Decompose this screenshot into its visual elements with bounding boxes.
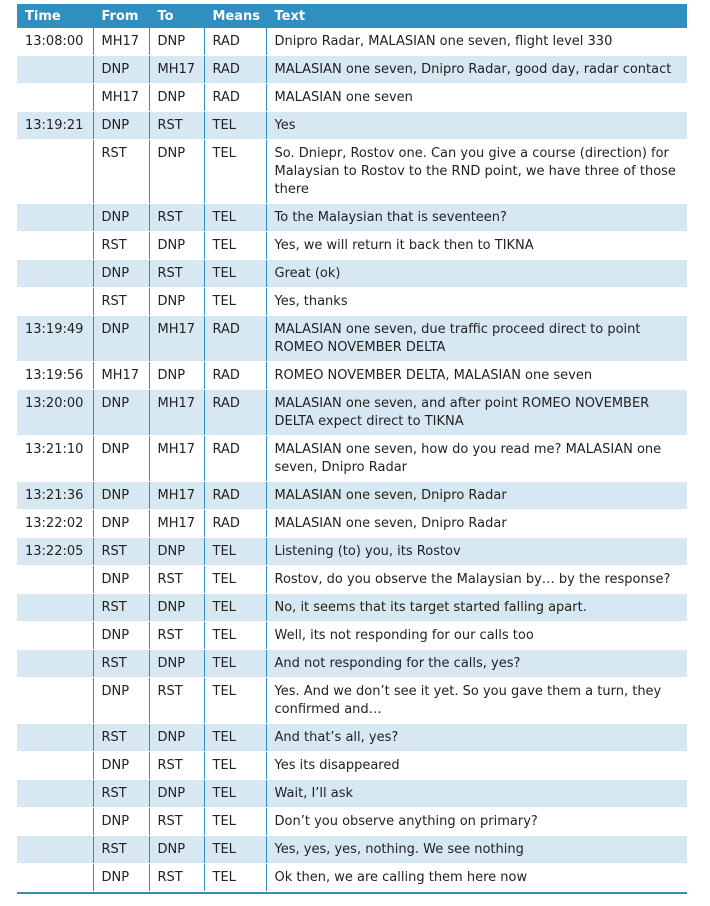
- cell-to: RST: [149, 678, 204, 724]
- table-row: [17, 650, 687, 678]
- cell-to: RST: [149, 752, 204, 780]
- cell-time: [17, 232, 93, 260]
- cell-text: Yes: [266, 112, 687, 140]
- cell-time: [17, 56, 93, 84]
- cell-to: MH17: [149, 510, 204, 538]
- transcript-page: [17, 4, 687, 894]
- cell-text: Yes, thanks: [266, 288, 687, 316]
- cell-to: RST: [149, 112, 204, 140]
- cell-text: Yes its disappeared: [266, 752, 687, 780]
- cell-time: [17, 678, 93, 724]
- cell-means: TEL: [204, 538, 266, 566]
- table-row: [17, 538, 687, 566]
- table-row: [17, 724, 687, 752]
- cell-time: 13:08:00: [17, 28, 93, 56]
- cell-time: [17, 288, 93, 316]
- cell-time: 13:19:49: [17, 316, 93, 362]
- cell-time: 13:19:21: [17, 112, 93, 140]
- cell-time: 13:21:36: [17, 482, 93, 510]
- cell-to: DNP: [149, 232, 204, 260]
- cell-to: RST: [149, 260, 204, 288]
- cell-to: MH17: [149, 316, 204, 362]
- cell-means: TEL: [204, 808, 266, 836]
- cell-to: RST: [149, 566, 204, 594]
- table-row: [17, 752, 687, 780]
- cell-text: No, it seems that its target started falling apart.: [266, 594, 687, 622]
- cell-means: TEL: [204, 780, 266, 808]
- table-row: [17, 316, 687, 362]
- cell-time: 13:21:10: [17, 436, 93, 482]
- cell-means: RAD: [204, 436, 266, 482]
- cell-means: TEL: [204, 288, 266, 316]
- cell-means: TEL: [204, 724, 266, 752]
- cell-from: DNP: [93, 482, 149, 510]
- cell-text: Rostov, do you observe the Malaysian by… by the response?: [266, 566, 687, 594]
- cell-from: RST: [93, 836, 149, 864]
- cell-text: Dnipro Radar, MALASIAN one seven, flight level 330: [266, 28, 687, 56]
- cell-to: DNP: [149, 724, 204, 752]
- cell-time: [17, 260, 93, 288]
- cell-means: RAD: [204, 316, 266, 362]
- cell-means: TEL: [204, 140, 266, 204]
- cell-text: Don’t you observe anything on primary?: [266, 808, 687, 836]
- cell-from: DNP: [93, 260, 149, 288]
- cell-time: 13:22:02: [17, 510, 93, 538]
- cell-means: TEL: [204, 836, 266, 864]
- cell-time: [17, 204, 93, 232]
- cell-means: RAD: [204, 390, 266, 436]
- cell-time: [17, 84, 93, 112]
- cell-time: [17, 724, 93, 752]
- table-row: [17, 232, 687, 260]
- header-time: Time: [17, 4, 93, 28]
- cell-from: DNP: [93, 112, 149, 140]
- cell-to: DNP: [149, 288, 204, 316]
- table-row: [17, 112, 687, 140]
- cell-text: And that’s all, yes?: [266, 724, 687, 752]
- cell-from: RST: [93, 140, 149, 204]
- cell-means: TEL: [204, 232, 266, 260]
- cell-to: RST: [149, 864, 204, 892]
- table-row: [17, 204, 687, 232]
- cell-text: Listening (to) you, its Rostov: [266, 538, 687, 566]
- cell-time: 13:19:56: [17, 362, 93, 390]
- cell-time: 13:22:05: [17, 538, 93, 566]
- table-row: [17, 140, 687, 204]
- cell-text: Great (ok): [266, 260, 687, 288]
- cell-means: TEL: [204, 864, 266, 892]
- cell-text: MALASIAN one seven: [266, 84, 687, 112]
- cell-to: DNP: [149, 650, 204, 678]
- cell-time: [17, 566, 93, 594]
- cell-to: DNP: [149, 362, 204, 390]
- cell-from: DNP: [93, 678, 149, 724]
- cell-means: RAD: [204, 28, 266, 56]
- cell-text: So. Dniepr, Rostov one. Can you give a course (direction) for Malaysian to Rostov to the RND point, we have three of those there: [266, 140, 687, 204]
- cell-time: [17, 780, 93, 808]
- cell-to: MH17: [149, 482, 204, 510]
- cell-from: DNP: [93, 566, 149, 594]
- cell-to: DNP: [149, 780, 204, 808]
- table-row: [17, 436, 687, 482]
- cell-text: To the Malaysian that is seventeen?: [266, 204, 687, 232]
- table-row: [17, 510, 687, 538]
- cell-time: [17, 836, 93, 864]
- cell-from: RST: [93, 232, 149, 260]
- cell-to: DNP: [149, 28, 204, 56]
- cell-text: Yes. And we don’t see it yet. So you gave them a turn, they confirmed and…: [266, 678, 687, 724]
- cell-text: MALASIAN one seven, Dnipro Radar: [266, 510, 687, 538]
- cell-from: MH17: [93, 362, 149, 390]
- cell-time: [17, 622, 93, 650]
- cell-to: RST: [149, 808, 204, 836]
- table-row: [17, 56, 687, 84]
- cell-means: RAD: [204, 362, 266, 390]
- table-row: [17, 390, 687, 436]
- cell-time: 13:20:00: [17, 390, 93, 436]
- cell-from: DNP: [93, 510, 149, 538]
- cell-from: DNP: [93, 56, 149, 84]
- cell-from: RST: [93, 650, 149, 678]
- table-row: [17, 28, 687, 56]
- cell-from: MH17: [93, 28, 149, 56]
- table-row: [17, 780, 687, 808]
- cell-from: DNP: [93, 808, 149, 836]
- cell-to: MH17: [149, 56, 204, 84]
- cell-means: RAD: [204, 510, 266, 538]
- header-from: From: [93, 4, 149, 28]
- cell-means: TEL: [204, 752, 266, 780]
- cell-text: MALASIAN one seven, due traffic proceed direct to point ROMEO NOVEMBER DELTA: [266, 316, 687, 362]
- cell-means: TEL: [204, 260, 266, 288]
- cell-means: TEL: [204, 204, 266, 232]
- transcript-table: [17, 4, 687, 892]
- transcript-body: [17, 28, 687, 892]
- cell-time: [17, 808, 93, 836]
- cell-from: RST: [93, 538, 149, 566]
- cell-from: MH17: [93, 84, 149, 112]
- cell-text: Wait, I’ll ask: [266, 780, 687, 808]
- cell-means: RAD: [204, 56, 266, 84]
- cell-from: DNP: [93, 864, 149, 892]
- cell-to: RST: [149, 204, 204, 232]
- cell-time: [17, 594, 93, 622]
- cell-from: RST: [93, 780, 149, 808]
- cell-to: DNP: [149, 836, 204, 864]
- table-bottom-rule: [17, 892, 687, 894]
- cell-means: TEL: [204, 678, 266, 724]
- cell-from: DNP: [93, 436, 149, 482]
- cell-text: MALASIAN one seven, Dnipro Radar, good day, radar contact: [266, 56, 687, 84]
- table-row: [17, 482, 687, 510]
- cell-means: TEL: [204, 622, 266, 650]
- table-row: [17, 566, 687, 594]
- cell-text: MALASIAN one seven, how do you read me? MALASIAN one seven, Dnipro Radar: [266, 436, 687, 482]
- cell-time: [17, 650, 93, 678]
- table-row: [17, 808, 687, 836]
- cell-from: DNP: [93, 390, 149, 436]
- cell-to: DNP: [149, 84, 204, 112]
- cell-to: RST: [149, 622, 204, 650]
- cell-to: DNP: [149, 594, 204, 622]
- cell-text: Yes, we will return it back then to TIKNA: [266, 232, 687, 260]
- cell-time: [17, 140, 93, 204]
- cell-means: RAD: [204, 482, 266, 510]
- table-row: [17, 84, 687, 112]
- cell-to: DNP: [149, 538, 204, 566]
- header-to: To: [149, 4, 204, 28]
- cell-to: MH17: [149, 390, 204, 436]
- cell-text: MALASIAN one seven, Dnipro Radar: [266, 482, 687, 510]
- cell-from: RST: [93, 724, 149, 752]
- cell-text: Yes, yes, yes, nothing. We see nothing: [266, 836, 687, 864]
- cell-from: RST: [93, 288, 149, 316]
- cell-from: RST: [93, 594, 149, 622]
- cell-text: Well, its not responding for our calls too: [266, 622, 687, 650]
- cell-text: And not responding for the calls, yes?: [266, 650, 687, 678]
- table-row: [17, 362, 687, 390]
- cell-means: TEL: [204, 112, 266, 140]
- cell-text: MALASIAN one seven, and after point ROMEO NOVEMBER DELTA expect direct to TIKNA: [266, 390, 687, 436]
- table-row: [17, 864, 687, 892]
- cell-from: DNP: [93, 204, 149, 232]
- cell-text: Ok then, we are calling them here now: [266, 864, 687, 892]
- cell-means: TEL: [204, 650, 266, 678]
- header-text: Text: [266, 4, 687, 28]
- cell-time: [17, 864, 93, 892]
- header-means: Means: [204, 4, 266, 28]
- table-row: [17, 260, 687, 288]
- cell-from: DNP: [93, 316, 149, 362]
- table-row: [17, 678, 687, 724]
- cell-text: ROMEO NOVEMBER DELTA, MALASIAN one seven: [266, 362, 687, 390]
- cell-from: DNP: [93, 622, 149, 650]
- cell-from: DNP: [93, 752, 149, 780]
- table-row: [17, 594, 687, 622]
- header-row: [17, 4, 687, 28]
- cell-means: TEL: [204, 594, 266, 622]
- cell-means: RAD: [204, 84, 266, 112]
- table-row: [17, 288, 687, 316]
- cell-means: TEL: [204, 566, 266, 594]
- table-row: [17, 622, 687, 650]
- cell-time: [17, 752, 93, 780]
- cell-to: DNP: [149, 140, 204, 204]
- table-row: [17, 836, 687, 864]
- cell-to: MH17: [149, 436, 204, 482]
